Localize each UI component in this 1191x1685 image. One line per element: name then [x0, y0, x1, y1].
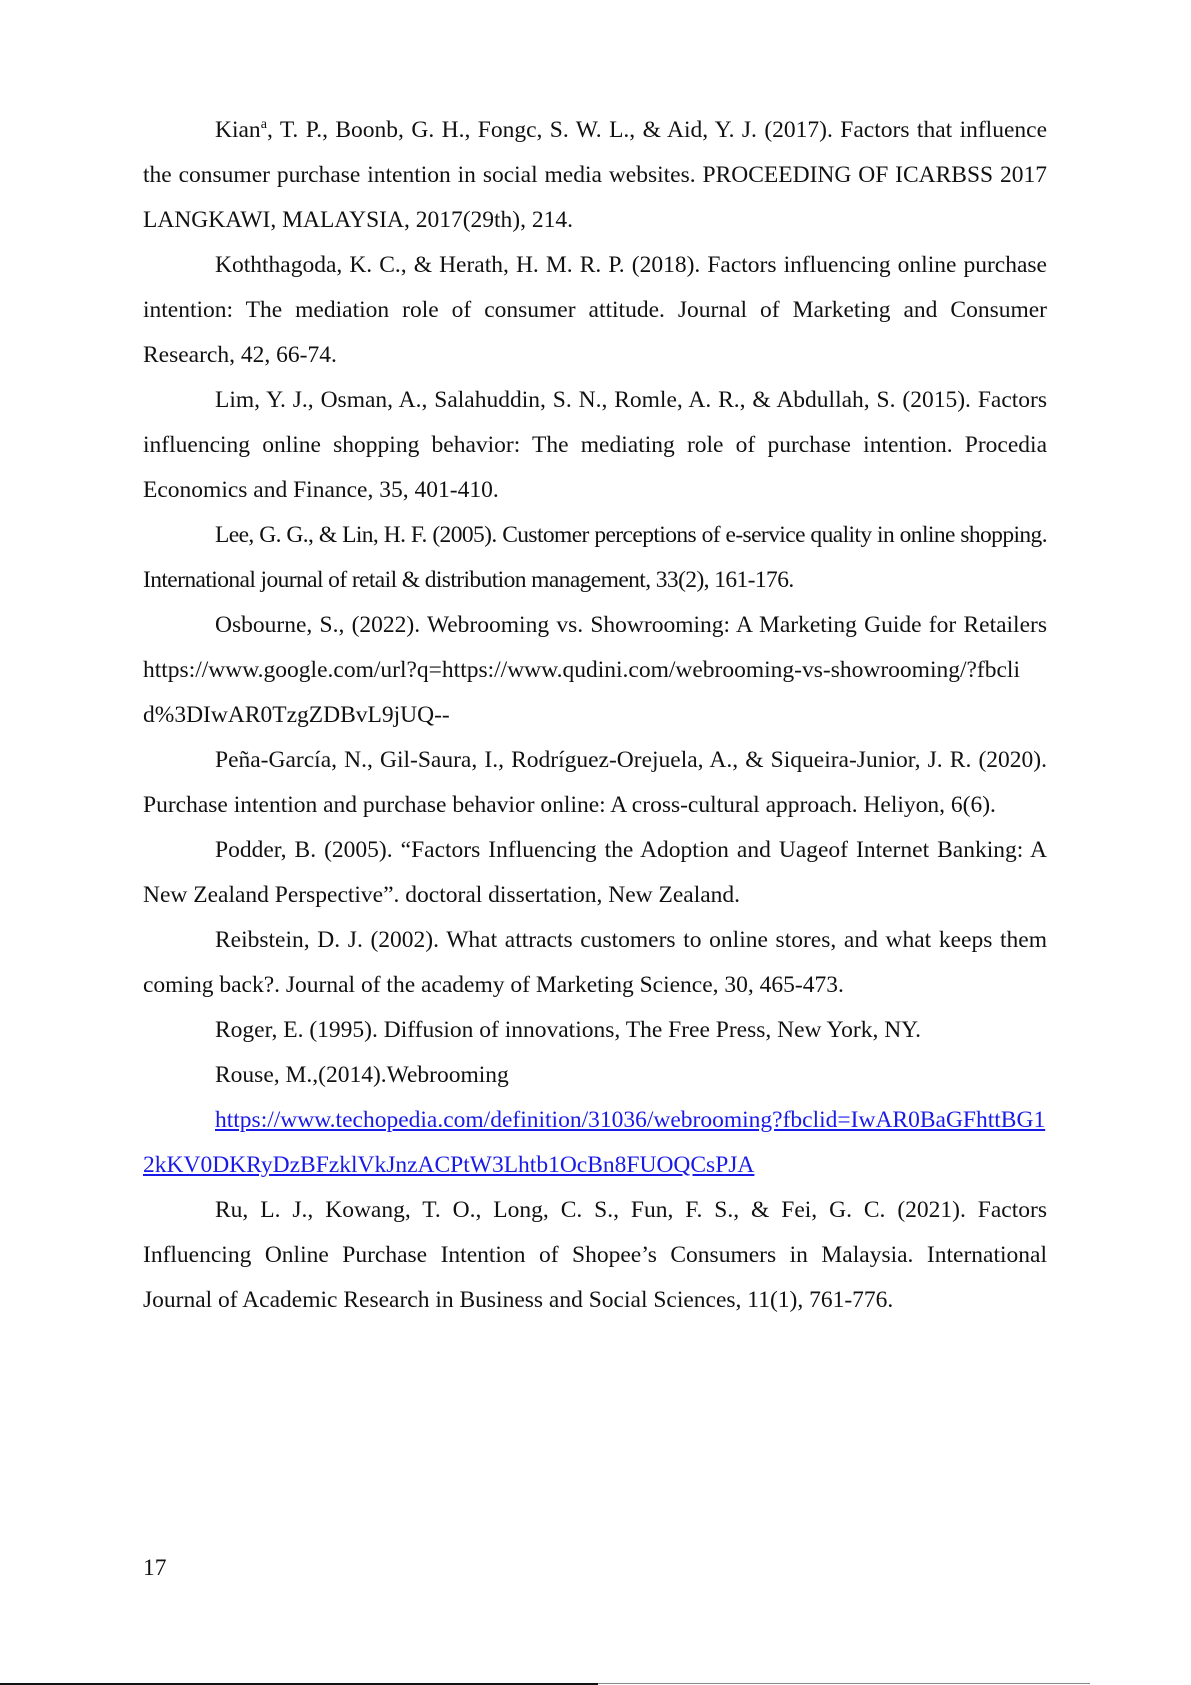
reference-pena-garcia: Peña-García, N., Gil-Saura, I., Rodríguez-Orejuela, A., & Siqueira-Junior, J. R. (2020). Purchase intention and purchase behavior online: A cross-cultural approach. Heliyon, 6(6).: [143, 747, 1047, 818]
reference-rouse: Rouse, M.,(2014).Webrooming: [215, 1062, 509, 1088]
reference-osbourne: Osbourne, S., (2022). Webrooming vs. Showrooming: A Marketing Guide for Retailers https://www.google.com/url?q=https://www.qudini.com/webrooming-vs-showrooming/?fbclid%3DIwAR0TzgZDBvL9jUQ--: [143, 612, 1047, 728]
reference-lee: Lee, G. G., & Lin, H. F. (2005). Customer perceptions of e-service quality in online shopping. International journal of retail & distribution management, 33(2), 161-176.: [143, 522, 1047, 593]
techopedia-link[interactable]: https://www.techopedia.com/definition/31036/webrooming?fbclid=IwAR0BaGFhttBG12kKV0DKRyDzBFzklVkJnzACPtW3Lhtb1OcBn8FUOQCsPJA: [143, 1107, 1046, 1178]
affiliation-superscript: a: [260, 116, 267, 133]
reference-rouse-link-paragraph: [143, 1098, 1047, 1188]
reference-list: [143, 108, 1047, 1323]
reference-roger: Roger, E. (1995). Diffusion of innovations, The Free Press, New York, NY.: [215, 1017, 921, 1043]
reference-reibstein: Reibstein, D. J. (2002). What attracts customers to online stores, and what keeps them coming back?. Journal of the academy of Marketing Science, 30, 465-473.: [143, 927, 1047, 998]
reference-podder: Podder, B. (2005). “Factors Influencing the Adoption and Uageof Internet Banking: A New Zealand Perspective”. doctoral dissertation, New Zealand.: [143, 837, 1047, 908]
reference-text: , T. P., Boonb, G. H., Fongc, S. W. L., & Aid, Y. J. (2017). Factors that influence the consumer purchase intention in social media websites. PROCEEDING OF ICARBSS 2017 LANGKAWI, MALAYSIA, 2017(29th), 214.: [143, 117, 1047, 233]
reference-lim: Lim, Y. J., Osman, A., Salahuddin, S. N., Romle, A. R., & Abdullah, S. (2015). Factors influencing online shopping behavior: The mediating role of purchase intention. Procedia Economics and Finance, 35, 401-410.: [143, 387, 1047, 503]
page-number: 17: [143, 1555, 167, 1581]
reference-kian: [143, 108, 1047, 243]
reference-ru: Ru, L. J., Kowang, T. O., Long, C. S., Fun, F. S., & Fei, G. C. (2021). Factors Influencing Online Purchase Intention of Shopee’s Consumers in Malaysia. International Journal of Academic Research in Business and Social Sciences, 11(1), 761-776.: [143, 1197, 1047, 1313]
reference-koththagoda: Koththagoda, K. C., & Herath, H. M. R. P. (2018). Factors influencing online purchase intention: The mediation role of consumer attitude. Journal of Marketing and Consumer Research, 42, 66-74.: [143, 252, 1047, 368]
reference-author-head: Kian: [215, 117, 261, 143]
footer-rule-grey: [598, 1683, 1090, 1684]
